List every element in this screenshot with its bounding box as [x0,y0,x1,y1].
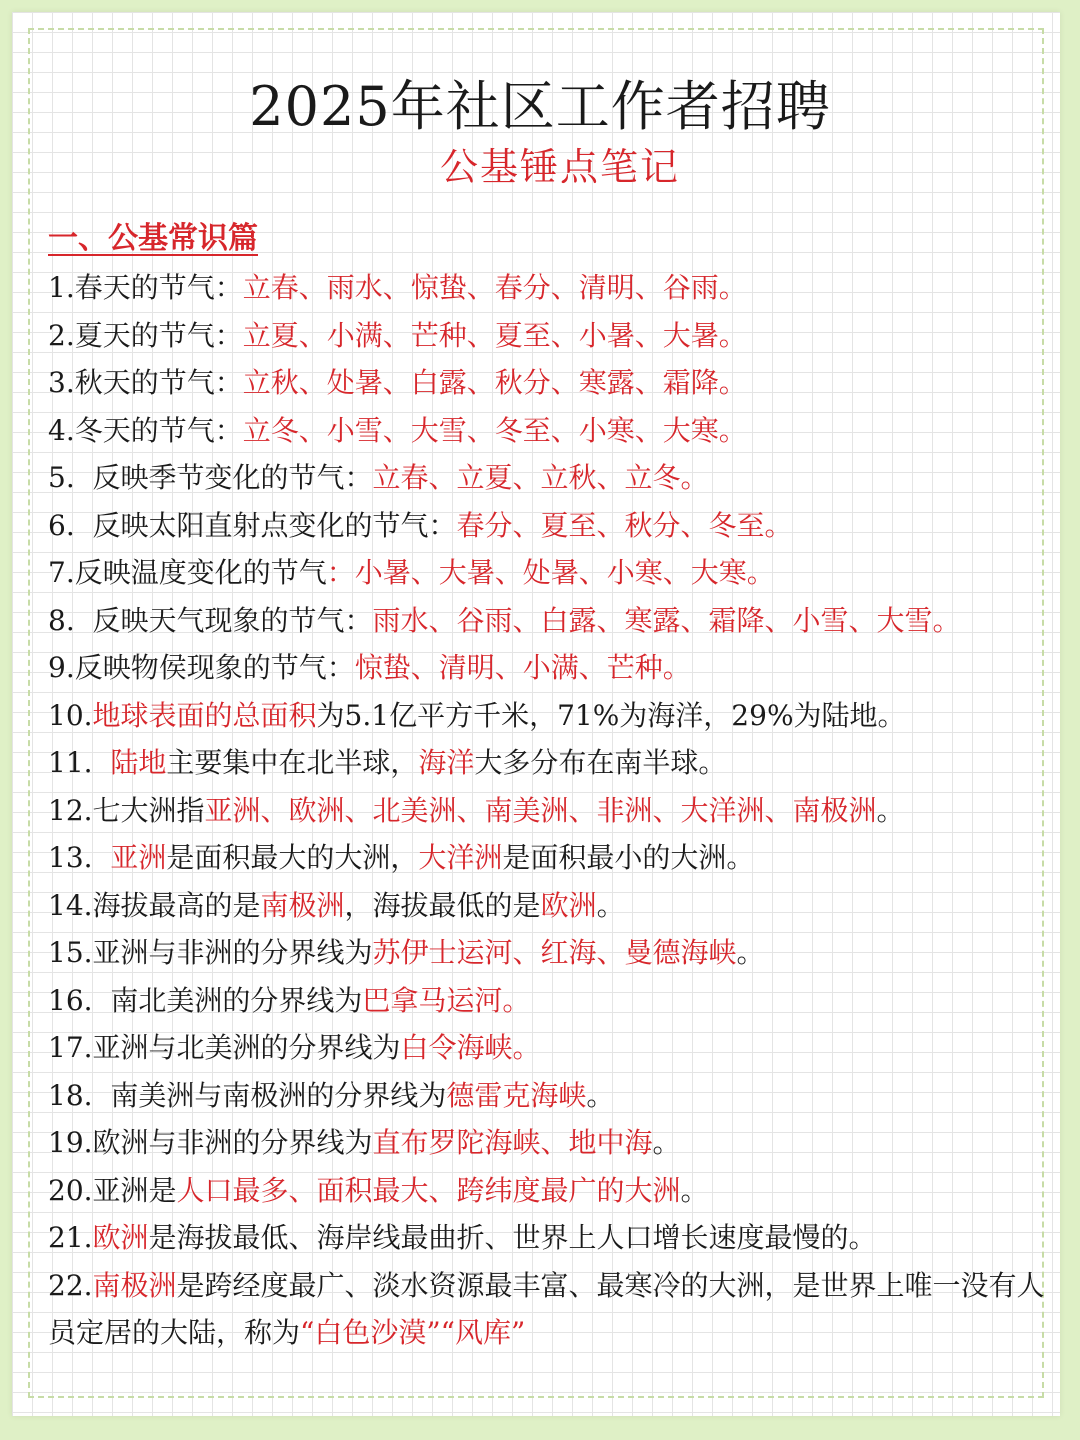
note-text: 主要集中在北半球， [166,746,419,779]
note-text: ，海拔最低的是 [344,888,541,922]
note-item [48,644,1048,692]
highlight-text: 欧洲 [540,888,597,922]
note-text: 9.反映物侯现象的节气： [48,651,355,684]
highlight-text: 陆地 [110,746,167,779]
note-item [48,1024,1048,1072]
section-heading: 一、公基常识篇 [48,221,258,256]
note-text: 1.春天的节气： [48,271,243,304]
note-text: 。 [680,1173,709,1207]
note-item [48,1119,1048,1167]
note-item [48,359,1048,407]
note-item [48,1167,1048,1215]
highlight-text: 立夏、小满、芒种、夏至、小暑、大暑。 [242,318,747,352]
highlight-text: 海洋 [418,746,475,779]
highlight-text: 雨水、谷雨、白露、寒露、霜降、小雪、大雪。 [372,603,961,637]
note-item [48,739,1048,787]
highlight-text: 亚洲 [110,841,167,874]
highlight-text: 南极洲 [260,888,345,922]
note-item [48,977,1048,1025]
note-item [48,312,1048,360]
note-item [48,407,1048,455]
note-text: 22. [48,1268,93,1302]
note-text: 19.欧洲与非洲的分界线为 [48,1126,373,1159]
highlight-text: 直布罗陀海峡、地中海 [372,1126,653,1159]
note-text: 16. 南北美洲的分界线为 [48,983,363,1017]
note-item [48,1214,1048,1262]
note-text: 12.七大洲指 [48,793,205,827]
note-text: 2.夏天的节气： [48,318,243,352]
highlight-text: 德雷克海峡 [446,1078,587,1112]
note-text: 是海拔最低、海岸线最曲折、世界上人口增长速度最慢的。 [148,1221,877,1254]
note-text: 5. 反映季节变化的节气： [48,461,373,494]
note-text: 6. 反映太阳直射点变化的节气： [48,508,457,542]
note-text: 。 [736,936,765,969]
note-text: 8. 反映天气现象的节气： [48,603,373,637]
highlight-text: 苏伊士运河、红海、曼德海峡 [372,936,737,969]
note-item [48,549,1048,597]
note-text: 20.亚洲是 [48,1173,177,1207]
note-text: 11. [48,746,111,779]
highlight-text: 春分、夏至、秋分、冬至。 [456,508,793,542]
note-item [48,264,1048,312]
note-text: 3.秋天的节气： [48,366,243,399]
note-item [48,502,1048,550]
note-item [48,882,1048,930]
note-text: 15.亚洲与非洲的分界线为 [48,936,373,969]
highlight-text: 大洋洲 [418,841,503,874]
note-text: 。 [586,1078,615,1112]
page-title: 2025年社区工作者招聘 [249,75,831,138]
note-text: 。 [652,1126,681,1159]
note-text: 13. [48,841,111,874]
note-text: 10. [48,698,93,732]
highlight-text: 立春、雨水、惊蛰、春分、清明、谷雨。 [242,271,747,304]
note-text: 为5.1亿平方千米，71%为海洋，29%为陆地。 [316,698,906,732]
highlight-text: 立秋、处暑、白露、秋分、寒露、霜降。 [242,366,747,399]
note-text: 是跨经度最广、淡水资源最丰富、最寒冷的大洲，是世界上唯一没有人员定居的大陆，称为 [48,1268,1045,1349]
highlight-text: 亚洲、欧洲、北美洲、南美洲、非洲、大洋洲、南极洲 [204,793,877,827]
highlight-text: ：小暑、大暑、处暑、小寒、大寒。 [326,556,775,589]
notes-list [48,264,1048,1357]
note-item [48,597,1048,645]
note-item [48,692,1048,740]
note-item [48,1072,1048,1120]
highlight-text: 立春、立夏、立秋、立冬。 [372,461,709,494]
highlight-text: 地球表面的总面积 [92,698,317,732]
note-text: 14.海拔最高的是 [48,888,261,922]
note-item [48,929,1048,977]
highlight-text: 白令海峡。 [400,1031,541,1064]
note-text: 17.亚洲与北美洲的分界线为 [48,1031,401,1064]
note-text: 是面积最大的大洲， [166,841,419,874]
note-item [48,1262,1048,1357]
note-text: 。 [876,793,905,827]
highlight-text: 南极洲 [92,1268,177,1302]
highlight-text: 立冬、小雪、大雪、冬至、小寒、大寒。 [242,413,747,447]
note-text: 4.冬天的节气： [48,413,243,447]
note-text: 18. 南美洲与南极洲的分界线为 [48,1078,447,1112]
note-text: 21. [48,1221,93,1254]
note-text: 7.反映温度变化的节气 [48,556,327,589]
highlight-text: 欧洲 [92,1221,149,1254]
highlight-text: 人口最多、面积最大、跨纬度最广的大洲 [176,1173,681,1207]
note-text: 。 [596,888,625,922]
note-text: 大多分布在南半球。 [474,746,727,779]
note-item [48,454,1048,502]
note-item [48,787,1048,835]
note-item [48,834,1048,882]
highlight-text: 巴拿马运河。 [362,983,531,1017]
page-subtitle: 公基锤点笔记 [439,145,680,189]
note-text: 是面积最小的大洲。 [502,841,755,874]
highlight-text: 惊蛰、清明、小满、芒种。 [354,651,691,684]
highlight-text: “白色沙漠”“风库” [300,1316,526,1349]
